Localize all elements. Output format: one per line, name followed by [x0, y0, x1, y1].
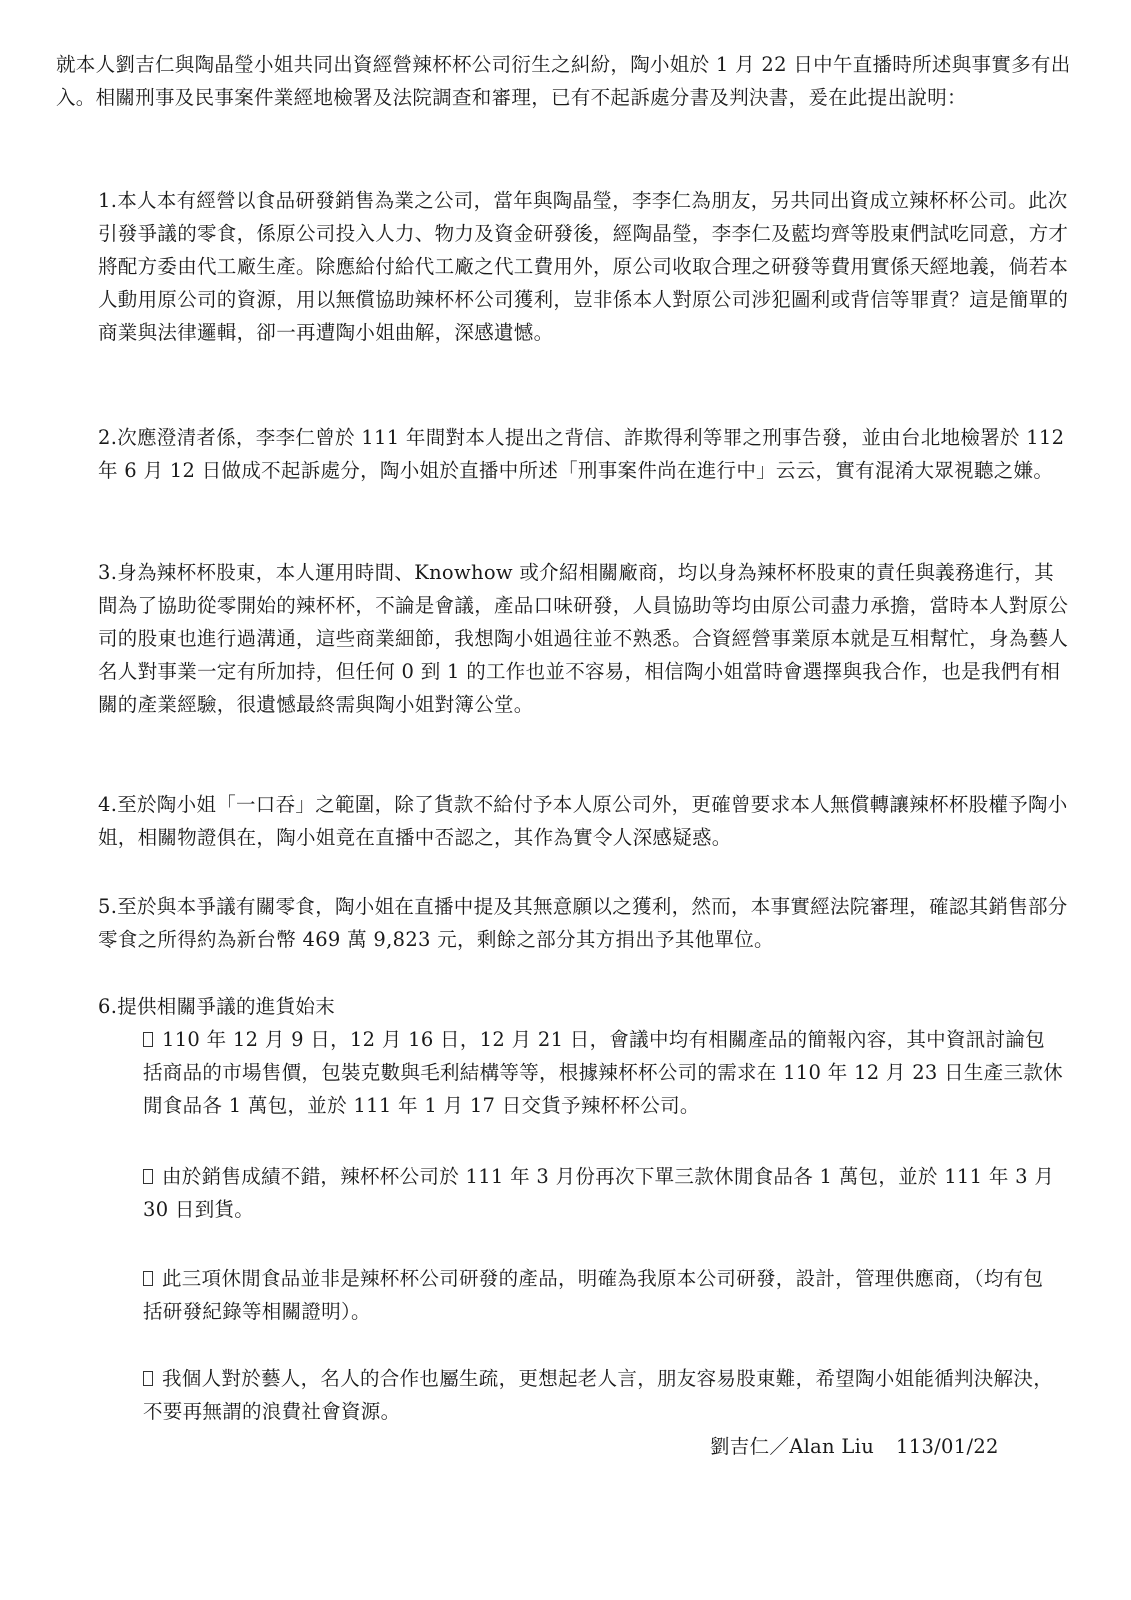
section-3: 3.身為辣杯杯股東，本人運用時間、Knowhow 或介紹相關廠商，均以身為辣杯杯股東的責任與義務進行，其間為了協助從零開始的辣杯杯，不論是會議，產品口味研發，人員協助等均由原公司盡力承擔，當時本人對原公司的股東也進行過溝通，這些商業細節，我想陶小姐過往並不熟悉。合資經營事業原本就是互相幫忙，身為藝人名人對事業一定有所加持，但任何 0 到 1 的工作也並不容易，相信陶小姐當時會選擇與我合作，也是我們有相關的產業經驗，很遺憾最終需與陶小姐對簿公堂。	[98, 561, 1069, 716]
section-6-heading: 6.提供相關爭議的進貨始末	[98, 995, 336, 1018]
section-2: 2.次應澄清者係，李李仁曾於 111 年間對本人提出之背信、詐欺得利等罪之刑事告發，並由台北地檢署於 112 年 6 月 12 日做成不起訴處分，陶小姐於直播中所述「刑事案件尚在進行中」云云，實有混淆大眾視聽之嫌。	[98, 426, 1065, 482]
section-5: 5.至於與本爭議有關零食，陶小姐在直播中提及其無意願以之獲利，然而，本事實經法院審理，確認其銷售部分零食之所得約為新台幣 469 萬 9,823 元，剩餘之部分其方捐出予其他單位。	[98, 895, 1068, 951]
signature-name: 劉吉仁／Alan Liu	[710, 1435, 875, 1458]
intro-paragraph: 就本人劉吉仁與陶晶瑩小姐共同出資經營辣杯杯公司衍生之糾紛，陶小姐於 1 月 22 日中午直播時所述與事實多有出入。相關刑事及民事案件業經地檢署及法院調查和審理，已有不起訴處分書及判決書，爰在此提出說明：	[56, 53, 1071, 109]
bullet-text: 此三項休閒食品並非是辣杯杯公司研發的產品，明確為我原本公司研發，設計，管理供應商，（均有包括研發紀錄等相關證明）。	[143, 1267, 1044, 1323]
checkbox-bullet-icon	[143, 1371, 153, 1386]
section-1: 1.本人本有經營以食品研發銷售為業之公司，當年與陶晶瑩，李李仁為朋友，另共同出資成立辣杯杯公司。此次引發爭議的零食，係原公司投入人力、物力及資金研發後，經陶晶瑩，李李仁及藍均齊等股東們試吃同意，方才將配方委由代工廠生產。除應給付給代工廠之代工費用外，原公司收取合理之研發等費用實係天經地義，倘若本人動用原公司的資源，用以無償協助辣杯杯公司獲利，豈非係本人對原公司涉犯圖利或背信等罪責？這是簡單的商業與法律邏輯，卻一再遭陶小姐曲解，深感遺憾。	[98, 189, 1069, 344]
section-4: 4.至於陶小姐「一口吞」之範圍，除了貨款不給付予本人原公司外，更確曾要求本人無償轉讓辣杯杯股權予陶小姐，相關物證俱在，陶小姐竟在直播中否認之，其作為實令人深感疑惑。	[98, 793, 1068, 849]
bullet-text: 由於銷售成績不錯，辣杯杯公司於 111 年 3 月份再次下單三款休閒食品各 1 萬包，並於 111 年 3 月 30 日到貨。	[143, 1165, 1055, 1221]
section-6-bullet-2	[143, 1160, 1063, 1226]
signature-date: 113/01/22	[896, 1435, 999, 1458]
section-6-bullet-4	[143, 1362, 1063, 1428]
section-6-bullet-3	[143, 1262, 1063, 1328]
bullet-text: 我個人對於藝人，名人的合作也屬生疏，更想起老人言，朋友容易股東難，希望陶小姐能循判決解決，不要再無謂的浪費社會資源。	[143, 1367, 1054, 1423]
checkbox-bullet-icon	[143, 1169, 153, 1184]
checkbox-bullet-icon	[143, 1271, 153, 1286]
checkbox-bullet-icon	[143, 1032, 153, 1047]
section-6-bullet-1	[143, 1023, 1063, 1122]
signature	[710, 1432, 999, 1462]
bullet-text: 110 年 12 月 9 日，12 月 16 日，12 月 21 日，會議中均有相關產品的簡報內容，其中資訊討論包括商品的市場售價，包裝克數與毛利結構等等，根據辣杯杯公司的需求在 110 年 12 月 23 日生產三款休閒食品各 1 萬包，並於 111 年 1 月 17 日交貨予辣杯杯公司。	[143, 1028, 1063, 1117]
